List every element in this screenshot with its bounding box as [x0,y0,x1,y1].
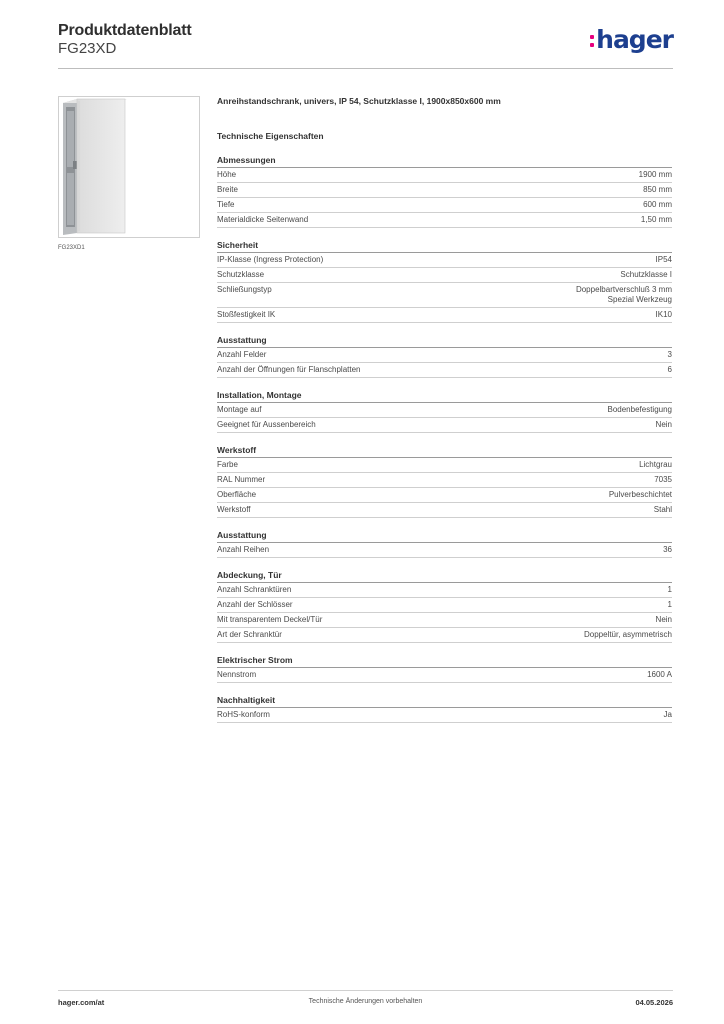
property-value-line: Stahl [653,505,672,514]
property-label: RAL Nummer [217,475,266,484]
group-title: Ausstattung [217,530,672,543]
property-label: Anzahl der Schlösser [217,600,293,609]
property-row [217,418,672,433]
property-label: Höhe [217,170,237,179]
product-code: FG23XD [58,40,117,57]
property-row [217,598,672,613]
property-label: Materialdicke Seitenwand [217,215,309,224]
property-value [641,215,672,225]
group-title: Abdeckung, Tür [217,570,672,583]
property-value-line: Doppelbartverschluß 3 mm [575,285,672,294]
hager-logo [590,26,673,52]
property-label: Art der Schranktür [217,630,282,639]
technical-properties-heading: Technische Eigenschaften [217,131,324,141]
footer-date: 04.05.2026 [635,998,673,1007]
property-value [609,490,672,500]
property-value-line: 850 mm [643,185,672,194]
property-value [656,255,672,265]
property-row [217,543,672,558]
property-value-line: 1 [667,585,672,594]
property-label: Farbe [217,460,238,469]
property-row [217,458,672,473]
property-value [620,270,672,280]
property-value [656,420,672,430]
property-row [217,613,672,628]
property-row [217,213,672,228]
property-value [639,460,672,470]
property-value [576,285,672,305]
group-title: Ausstattung [217,335,672,348]
property-value-line: 1,50 mm [640,215,672,224]
logo-text: hager [596,24,673,54]
property-value [668,600,672,610]
property-groups [217,155,672,723]
property-label: Stoßfestigkeit IK [217,310,276,319]
property-row [217,308,672,323]
property-group [217,445,672,518]
product-description: Anreihstandschrank, univers, IP 54, Schutzklasse I, 1900x850x600 mm [217,96,501,106]
group-title: Sicherheit [217,240,672,253]
property-label: Anzahl Felder [217,350,267,359]
property-group [217,335,672,378]
property-label: Montage auf [217,405,262,414]
document-title: Produktdatenblatt [58,22,192,39]
page-footer [58,998,673,1012]
property-group [217,155,672,228]
property-value-line: 6 [667,365,672,374]
header-divider [58,68,673,69]
property-value [668,585,672,595]
property-value-line: Pulverbeschichtet [608,490,672,499]
product-details [217,96,672,723]
property-value-line: Lichtgrau [639,460,672,469]
property-group [217,655,672,683]
property-label: Werkstoff [217,505,251,514]
property-value-line: Nein [655,420,672,429]
property-group [217,530,672,558]
property-value [643,200,672,210]
property-group [217,390,672,433]
property-value [643,185,672,195]
property-value-line: 7035 [654,475,672,484]
property-value-line: IP54 [655,255,672,264]
property-label: Oberfläche [217,490,257,499]
property-row [217,708,672,723]
footer-divider [58,990,673,991]
property-group [217,240,672,323]
property-value-line: Bodenbefestigung [607,405,672,414]
property-label: Schließungstyp [217,285,272,294]
property-value-line: IK10 [655,310,672,319]
property-row [217,183,672,198]
property-label: Mit transparentem Deckel/Tür [217,615,323,624]
property-value [654,475,672,485]
footer-notice: Technische Änderungen vorbehalten [308,998,423,1005]
property-row [217,488,672,503]
property-value-line: Nein [655,615,672,624]
property-label: Anzahl der Öffnungen für Flanschplatten [217,365,361,374]
property-row [217,283,672,308]
property-label: IP-Klasse (Ingress Protection) [217,255,324,264]
property-label: Nennstrom [217,670,257,679]
property-value [656,615,672,625]
group-title: Werkstoff [217,445,672,458]
property-row [217,268,672,283]
property-value [668,350,672,360]
group-title: Installation, Montage [217,390,672,403]
property-value [584,630,672,640]
property-value [663,545,672,555]
property-row [217,363,672,378]
property-label: Geeignet für Aussenbereich [217,420,316,429]
property-value [664,710,672,720]
property-group [217,695,672,723]
property-row [217,583,672,598]
property-row [217,403,672,418]
property-row [217,198,672,213]
page-header [58,20,673,70]
property-row [217,668,672,683]
property-group [217,570,672,643]
property-row [217,168,672,183]
property-value-line: Spezial Werkzeug [607,295,672,304]
group-title: Elektrischer Strom [217,655,672,668]
property-row [217,253,672,268]
property-label: Anzahl Reihen [217,545,270,554]
group-title: Nachhaltigkeit [217,695,672,708]
property-value-line: 3 [667,350,672,359]
property-value [608,405,673,415]
property-value-line: Ja [663,710,672,719]
image-caption: FG23XD1 [58,245,85,251]
property-value [639,170,672,180]
property-row [217,348,672,363]
property-value [647,670,672,680]
property-value-line: 1600 A [647,670,672,679]
property-value [654,505,672,515]
property-value [656,310,672,320]
footer-website: hager.com/at [58,998,105,1007]
property-row [217,503,672,518]
property-label: Anzahl Schranktüren [217,585,292,594]
product-image [58,96,200,238]
group-title: Abmessungen [217,155,672,168]
property-value-line: 1 [667,600,672,609]
property-value-line: Doppeltür, asymmetrisch [583,630,672,639]
property-value-line: 36 [663,545,672,554]
property-row [217,473,672,488]
logo-dots-icon [590,35,594,47]
property-label: Schutzklasse [217,270,265,279]
property-value-line: 600 mm [643,200,672,209]
property-label: RoHS-konform [217,710,270,719]
cabinet-product-image [59,97,199,237]
property-value [668,365,672,375]
property-row [217,628,672,643]
property-label: Tiefe [217,200,235,209]
property-value-line: Schutzklasse I [620,270,672,279]
property-value-line: 1900 mm [638,170,672,179]
property-label: Breite [217,185,238,194]
